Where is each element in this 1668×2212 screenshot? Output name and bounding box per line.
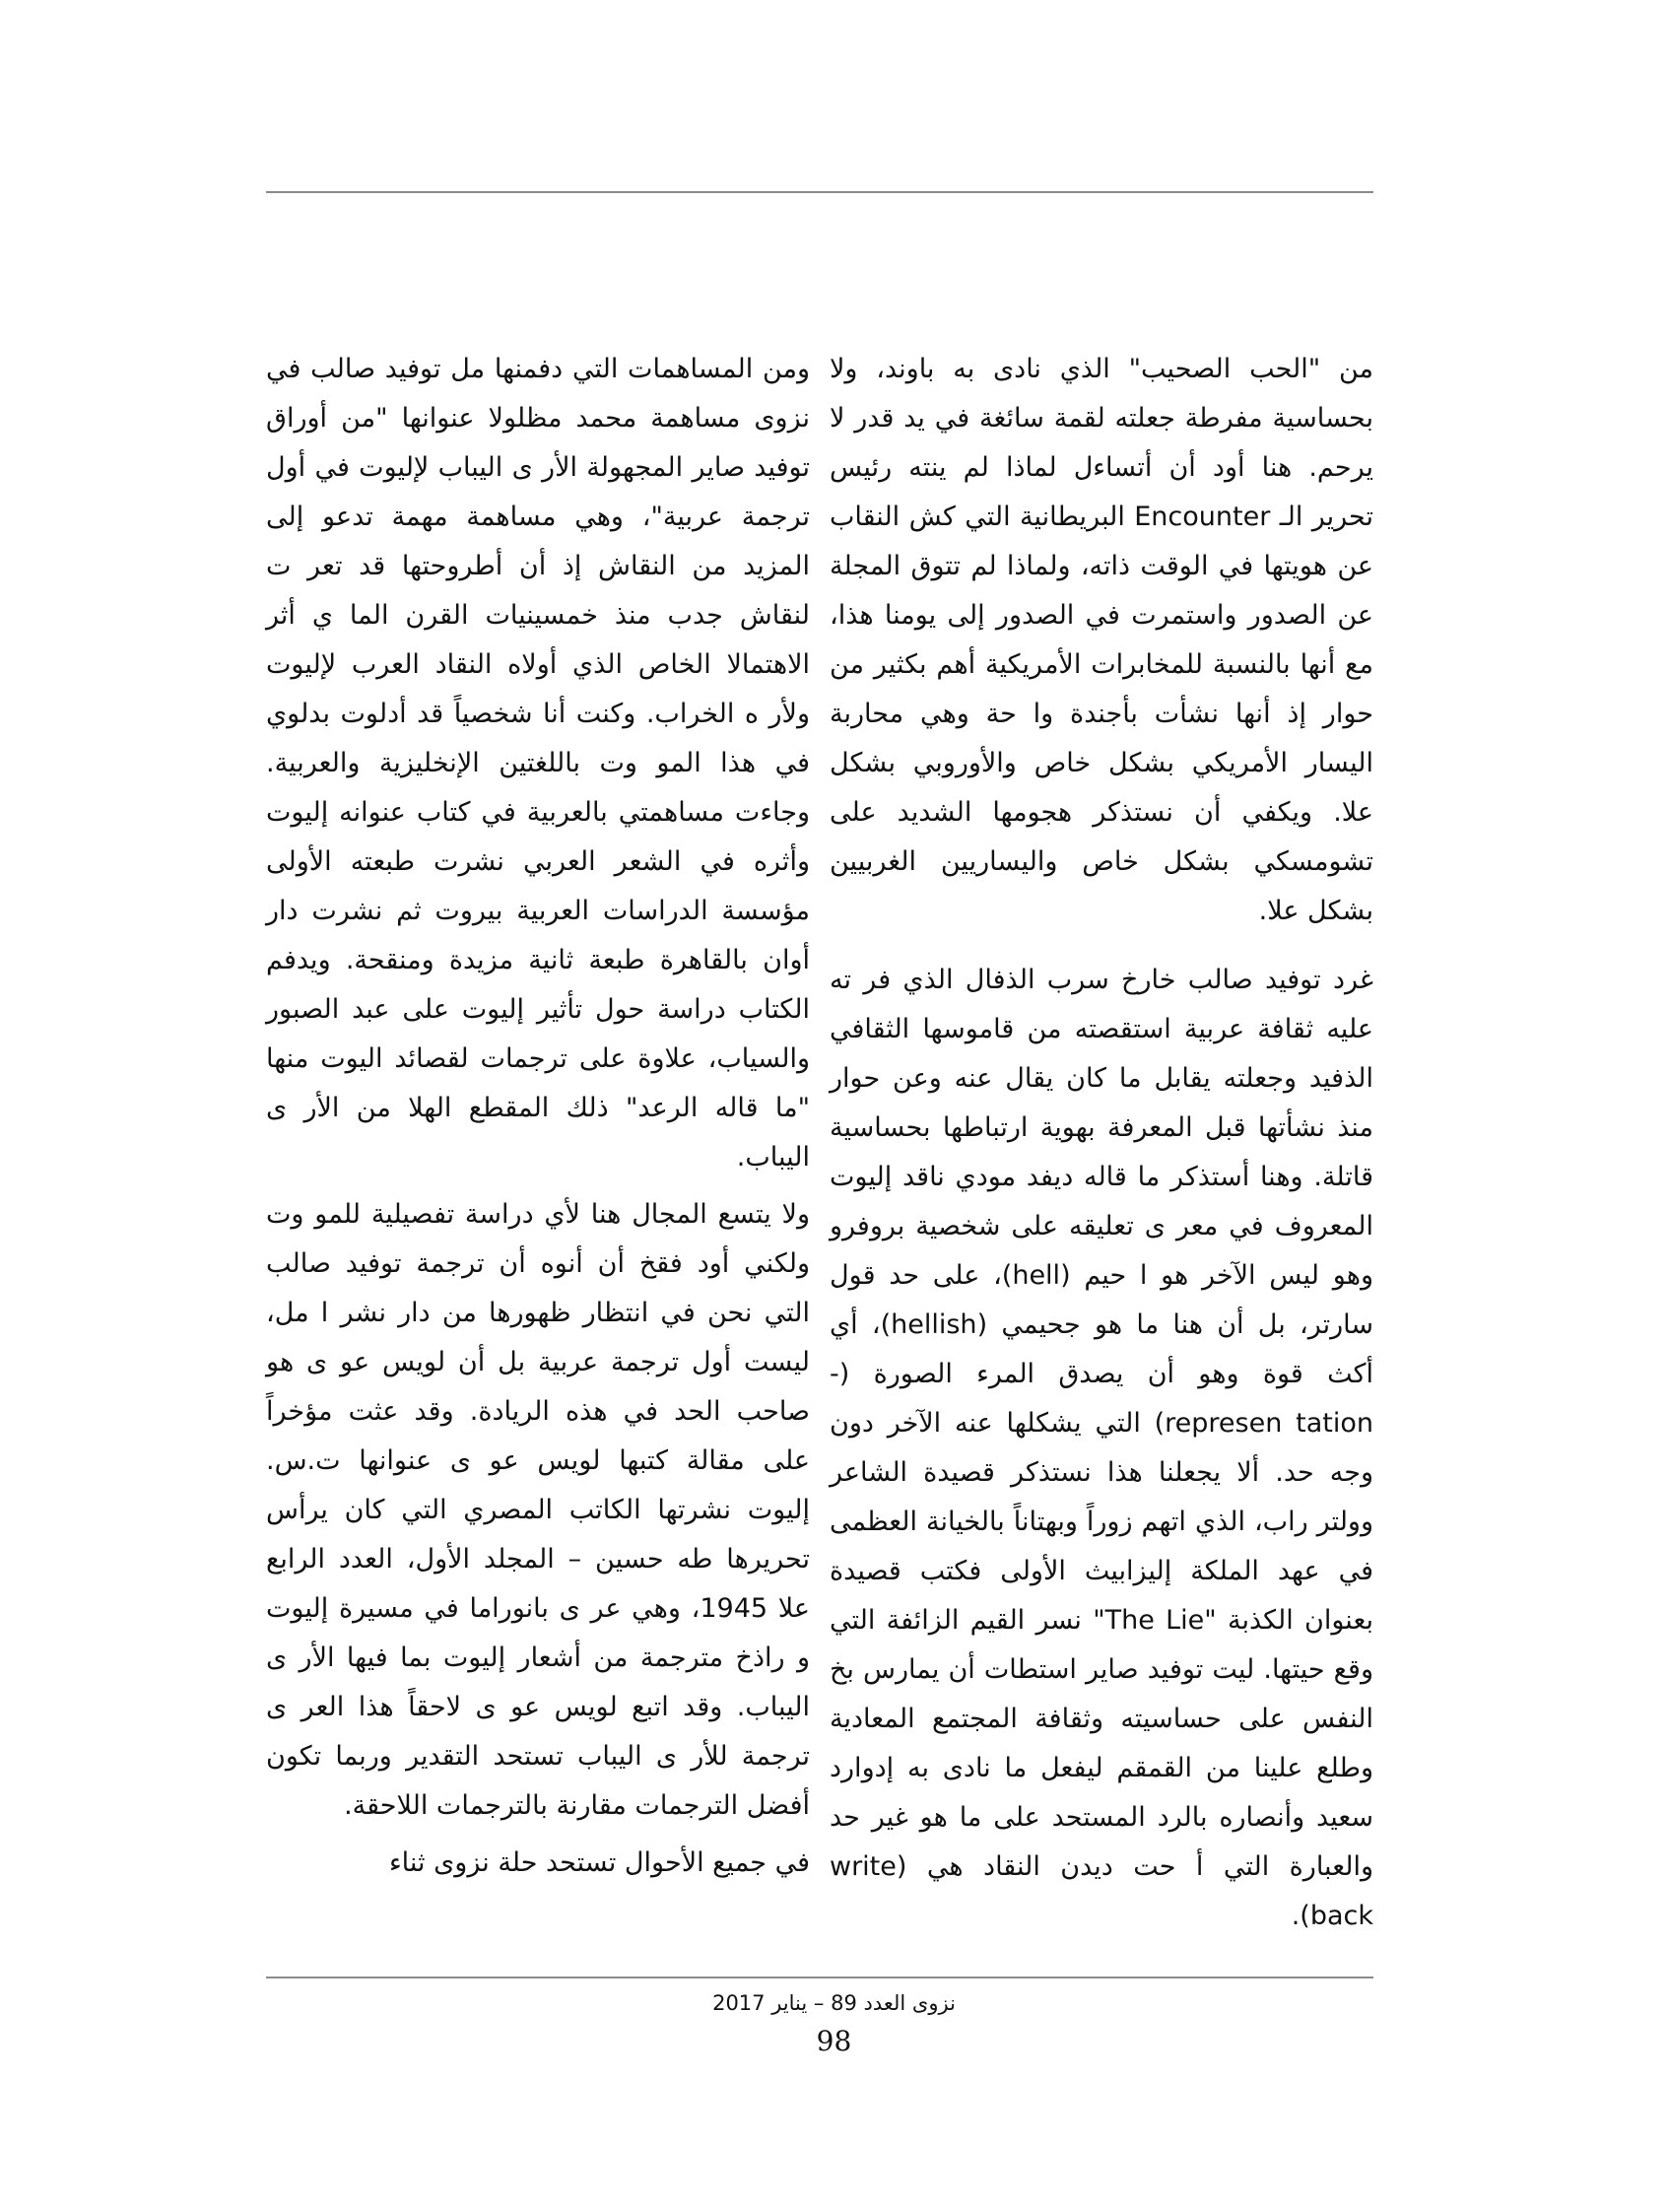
article-paragraph: ومن المساهمات التي دفمنها مل توفيد صالب في نزوى مساهمة محمد مظلولا عنوانها "من أوراق توفيد صاير المجهولة الأر ى اليباب لإليوت في أول ترجمة عربية"، وهي مساهمة مهمة تدعو إلى المزيد من النقاش إذ أن أطروحتها قد تعر ت لنقاش جدب منذ خمسينيات القرن الما ي أثر الاهتمالا الخاص الذي أولاه النقاد العرب لإليوت ولأر ه الخراب. وكنت أنا شخصياً قد أدلوت بدلوي في هذا المو وت باللغتين الإنخليزية والعربية. وجاءت مساهمتي بالعربية في كتاب عنوانه إليوت وأثره في الشعر العربي نشرت طبعته الأولى مؤسسة الدراسات العربية بيروت ثم نشرت دار أوان بالقاهرة طبعة ثانية مزيدة ومنقحة. ويدفم الكتاب دراسة حول تأثير إليوت على عبد الصبور والسياب، علاوة على ترجمات لقصائد اليوت منها "ما قاله الرعد" ذلك المقطع الهلا من الأر ى اليباب. bbox=[266, 354, 810, 1173]
article-column-right bbox=[830, 345, 1373, 1961]
issue-info: نزوى العدد 89 – يناير 2017 bbox=[712, 1991, 956, 2015]
article-column-left bbox=[266, 345, 810, 1896]
article-paragraph: غرد توفيد صالب خارخ سرب الذفال الذي فر ته عليه ثقافة عربية استقصته من قاموسها الثقافي الذفيد وجعلته يقابل ما كان يقال عنه وعن حوار منذ نشأتها قبل المعرفة بهوية ارتباطها بحساسية قاتلة. وهنا أستذكر ما قاله ديفد مودي ناقد إليوت المعروف في معر ى تعليقه على شخصية بروفرو وهو ليس الآخر هو ا حيم (hell)، على حد قول سارتر، بل أن هنا ما هو جحيمي (hellish)، أي أكث قوة وهو أن يصدق المرء الصورة (-represen tation) التي يشكلها عنه الآخر دون وجه حد. ألا يجعلنا هذا نستذكر قصيدة الشاعر وولتر راب، الذي اتهم زوراً وبهتاناً بالخيانة العظمى في عهد الملكة إليزابيث الأولى فكتب قصيدة بعنوان الكذبة "The Lie" نسر القيم الزائفة التي وقع حيتها. ليت توفيد صاير استطات أن يمارس بخ النفس على حساسيته وثقافة المجتمع المعادية وطلع علينا من القمقم ليفعل ما نادى به إدوارد سعيد وأنصاره بالرد المستحد على ما هو غير حد والعبارة التي أ حت ديدن النقاد هي (write back). bbox=[830, 965, 1373, 1931]
article-paragraph: في جميع الأحوال تستحد حلة نزوى ثناء bbox=[388, 1847, 810, 1878]
page-number: 98 bbox=[816, 2025, 852, 2057]
header-divider bbox=[266, 191, 1373, 193]
article-paragraph: من "الحب الصحيب" الذي نادى به باوند، ولا بحساسية مفرطة جعلته لقمة سائغة في يد قدر لا يرحم. هنا أود أن أتساءل لماذا لم ينته رئيس تحرير الـ Encounter البريطانية التي كش النقاب عن هويتها في الوقت ذاته، ولماذا لم تتوق المجلة عن الصدور واستمرت في الصدور إلى يومنا هذا، مع أنها بالنسبة للمخابرات الأمريكية أهم بكثير من حوار إذ أنها نشأت بأجندة وا حة وهي محاربة اليسار الأمريكي بشكل خاص والأوروبي بشكل علا. ويكفي أن نستذكر هجومها الشديد على تشومسكي بشكل خاص واليساريين الغربيين بشكل علا. bbox=[830, 354, 1374, 926]
article-paragraph: ولا يتسع المجال هنا لأي دراسة تفصيلية للمو وت ولكني أود فقخ أن أنوه أن ترجمة توفيد صالب التي نحن في انتظار ظهورها من دار نشر ا مل، ليست أول ترجمة عربية بل أن لويس عو ى هو صاحب الحد في هذه الريادة. وقد عثت مؤخراً على مقالة كتبها لويس عو ى عنوانها ت.س. إليوت نشرتها الكاتب المصري التي كان يرأس تحريرها طه حسين – المجلد الأول، العدد الرابع علا 1945، وهي عر ى بانوراما في مسيرة إليوت و راذخ مترجمة من أشعار إليوت بما فيها الأر ى اليباب. وقد اتبع لويس عو ى لاحقاً هذا العر ى ترجمة للأر ى اليباب تستحد التقدير وربما تكون أفضل الترجمات مقارنة بالترجمات اللاحقة. bbox=[266, 1199, 810, 1821]
footer-divider bbox=[266, 1977, 1373, 1978]
